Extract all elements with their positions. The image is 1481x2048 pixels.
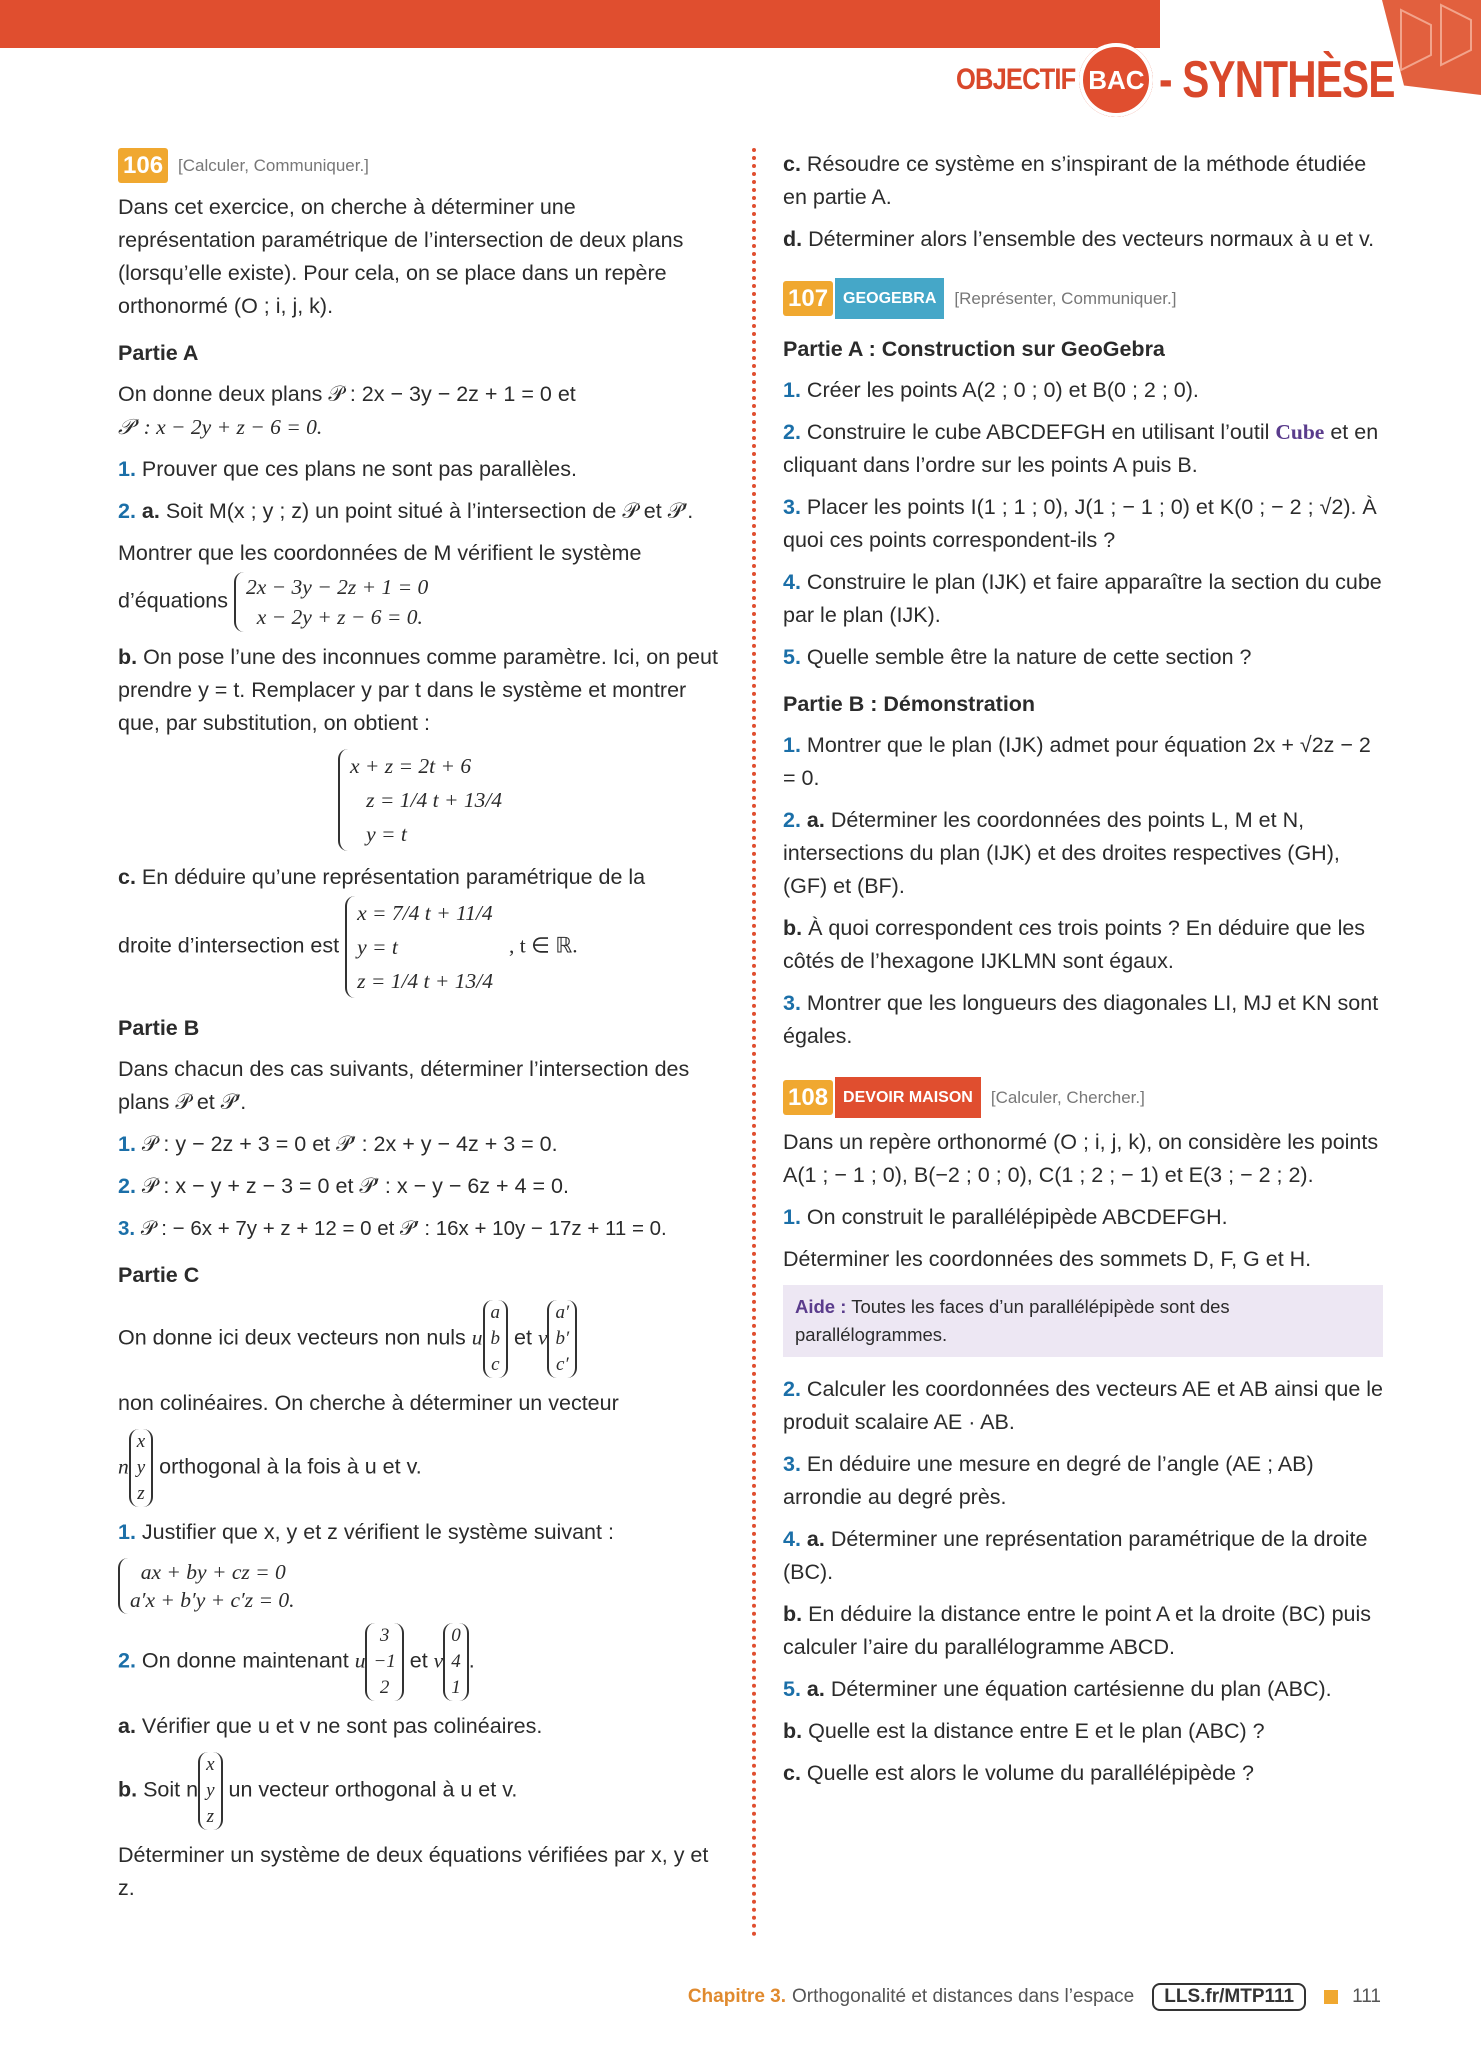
geogebra-tag: GEOGEBRA bbox=[835, 278, 944, 319]
ex107-b2b: b. À quoi correspondent ces trois points ? En déduire que les côtés de l’hexagone IJKLMN sont égaux. bbox=[783, 916, 1366, 973]
footer-square-icon bbox=[1324, 1990, 1338, 2004]
ex106-c2b-final: Déterminer un système de deux équations vérifiées par x, y et z. bbox=[118, 1843, 709, 1900]
header-objectif: OBJECTIF bbox=[956, 63, 1076, 96]
ex106-c2: 2. On donne maintenant u3 −1 2 et v0 4 1. bbox=[118, 1623, 718, 1701]
exercise-skills: [Calculer, Chercher.] bbox=[990, 1088, 1145, 1107]
ex106-system-3: droite d’intersection est x = 7/4 t + 11/4 y = t z = 1/4 t + 13/4 , t ∈ ℝ. bbox=[118, 896, 718, 998]
footer-chapter: Chapitre 3. bbox=[687, 1986, 787, 2007]
ex107-q2: 2. Construire le cube ABCDEFGH en utilisant l’outil Cube et en cliquant dans l’ordre sur les points A puis B. bbox=[783, 420, 1379, 477]
section-header bbox=[935, 45, 1461, 115]
ex106-planes: On donne deux plans 𝒫 : 2x − 3y − 2z + 1 = 0 et 𝒫′ : x − 2y + z − 6 = 0. bbox=[118, 382, 576, 439]
ex108-q1: 1. On construit le parallélépipède ABCDEFGH. bbox=[783, 1205, 1228, 1229]
ex106-partC-title: Partie C bbox=[118, 1263, 200, 1287]
exercise-number: 107 bbox=[783, 281, 833, 316]
exercise-number: 108 bbox=[783, 1080, 833, 1115]
ex106-b3: 3. 𝒫 : − 6x + 7y + z + 12 = 0 et 𝒫′ : 16x + 10y − 17z + 11 = 0. bbox=[118, 1217, 667, 1240]
exercise-106-header bbox=[118, 148, 718, 183]
ex106-q2c: c. En déduire qu’une représentation paramétrique de la bbox=[118, 865, 646, 889]
ex106-q1: 1. Prouver que ces plans ne sont pas parallèles. bbox=[118, 457, 577, 481]
ex106-system-2: x + z = 2t + 6 z = 1/4 t + 13/4 y = t bbox=[338, 749, 718, 851]
top-banner bbox=[0, 0, 1160, 48]
exercise-108-header bbox=[783, 1077, 1383, 1118]
ex106-c1: 1. Justifier que x, y et z vérifient le système suivant : bbox=[118, 1520, 614, 1544]
exercise-107-header bbox=[783, 278, 1383, 319]
footer-title: Orthogonalité et distances dans l’espace bbox=[792, 1986, 1135, 2007]
ex108-q5b: b. Quelle est la distance entre E et le plan (ABC) ? bbox=[783, 1719, 1265, 1743]
ex106-c2b: b. Soit nx y z un vecteur orthogonal à u et v. bbox=[118, 1752, 718, 1830]
ex106-q2a: 2. a. Soit M(x ; y ; z) un point situé à l’intersection de 𝒫 et 𝒫′. bbox=[118, 499, 694, 523]
left-column bbox=[118, 148, 718, 1914]
footer-link[interactable]: LLS.fr/MTP111 bbox=[1152, 1983, 1306, 2011]
exercise-number: 106 bbox=[118, 148, 168, 183]
ex106-system-1: d’équations 2x − 3y − 2z + 1 = 0 x − 2y + z − 6 = 0. bbox=[118, 572, 718, 632]
ex106-q2a-show: Montrer que les coordonnées de M vérifient le système bbox=[118, 541, 642, 565]
ex106-d-right: d. Déterminer alors l’ensemble des vecteurs normaux à u et v. bbox=[783, 227, 1375, 251]
devoir-maison-tag: DEVOIR MAISON bbox=[835, 1077, 981, 1118]
ex107-q1: 1. Créer les points A(2 ; 0 ; 0) et B(0 ; 2 ; 0). bbox=[783, 378, 1199, 402]
header-synthese: - SYNTHÈSE bbox=[1159, 51, 1395, 109]
cube-tool-name: Cube bbox=[1275, 420, 1325, 444]
ex106-partA-title: Partie A bbox=[118, 341, 199, 365]
aide-box: Aide : Toutes les faces d’un parallélépipède sont des parallélogrammes. bbox=[783, 1285, 1383, 1357]
ex108-q4b: b. En déduire la distance entre le point A et la droite (BC) puis calculer l’aire du parallélogramme ABCD. bbox=[783, 1602, 1372, 1659]
ex107-q5: 5. Quelle semble être la nature de cette section ? bbox=[783, 645, 1252, 669]
ex108-q1b: Déterminer les coordonnées des sommets D, F, G et H. bbox=[783, 1247, 1312, 1271]
ex106-intro: Dans cet exercice, on cherche à déterminer une représentation paramétrique de l’intersection de deux plans (lorsqu’elle existe). Pour cela, on se place dans un repère orthonormé (O ; i, j, k). bbox=[118, 195, 684, 318]
ex106-c2a: a. Vérifier que u et v ne sont pas colinéaires. bbox=[118, 1714, 543, 1738]
ex107-partB-title: Partie B : Démonstration bbox=[783, 692, 1036, 716]
ex108-intro: Dans un repère orthonormé (O ; i, j, k), on considère les points A(1 ; − 1 ; 0), B(−2 ; 0 ; 0), C(1 ; 2 ; − 1) et E(3 ; − 2 ; 2). bbox=[783, 1130, 1379, 1187]
ex107-b2a: 2. a. Déterminer les coordonnées des points L, M et N, intersections du plan (IJK) et des droites respectives (GH), (GF) et (BF). bbox=[783, 808, 1340, 898]
ex106-b2: 2. 𝒫 : x − y + z − 3 = 0 et 𝒫′ : x − y − 6z + 4 = 0. bbox=[118, 1174, 569, 1198]
ex106-partC-intro3: nx y z orthogonal à la fois à u et v. bbox=[118, 1429, 718, 1507]
right-column bbox=[783, 148, 1383, 1799]
ex107-b3: 3. Montrer que les longueurs des diagonales LI, MJ et KN sont égales. bbox=[783, 991, 1379, 1048]
column-separator bbox=[752, 148, 756, 1938]
page-number: 111 bbox=[1352, 1986, 1381, 2007]
ex108-q5c: c. Quelle est alors le volume du parallélépipède ? bbox=[783, 1761, 1254, 1785]
exercise-skills: [Représenter, Communiquer.] bbox=[954, 289, 1177, 308]
ex106-partC-intro2: non colinéaires. On cherche à déterminer un vecteur bbox=[118, 1391, 619, 1415]
ex106-partC-intro: On donne ici deux vecteurs non nuls ua b c et va′ b′ c′ bbox=[118, 1300, 718, 1378]
ex106-c-right: c. Résoudre ce système en s’inspirant de la méthode étudiée en partie A. bbox=[783, 152, 1367, 209]
ex107-partA-title: Partie A : Construction sur GeoGebra bbox=[783, 337, 1165, 361]
ex107-b1: 1. Montrer que le plan (IJK) admet pour équation 2x + √2z − 2 = 0. bbox=[783, 733, 1371, 790]
ex108-q2: 2. Calculer les coordonnées des vecteurs AE et AB ainsi que le produit scalaire AE · AB. bbox=[783, 1377, 1383, 1434]
ex108-q4a: 4. a. Déterminer une représentation paramétrique de la droite (BC). bbox=[783, 1527, 1368, 1584]
ex108-q5a: 5. a. Déterminer une équation cartésienne du plan (ABC). bbox=[783, 1677, 1332, 1701]
bac-badge: BAC bbox=[1079, 43, 1153, 117]
ex107-q3: 3. Placer les points I(1 ; 1 ; 0), J(1 ; − 1 ; 0) et K(0 ; − 2 ; √2). À quoi ces points correspondent-ils ? bbox=[783, 495, 1377, 552]
exercise-skills: [Calculer, Communiquer.] bbox=[178, 156, 369, 175]
ex106-partB-title: Partie B bbox=[118, 1016, 200, 1040]
ex106-q2b: b. On pose l’une des inconnues comme paramètre. Ici, on peut prendre y = t. Remplacer y par t dans le système et montrer que, par substitution, on obtient : bbox=[118, 645, 718, 735]
ex108-q3: 3. En déduire une mesure en degré de l’angle (AE ; AB) arrondie au degré près. bbox=[783, 1452, 1314, 1509]
ex107-q4: 4. Construire le plan (IJK) et faire apparaître la section du cube par le plan (IJK). bbox=[783, 570, 1382, 627]
page-footer bbox=[688, 1983, 1381, 2011]
ex106-partB-intro: Dans chacun des cas suivants, déterminer l’intersection des plans 𝒫 et 𝒫′. bbox=[118, 1057, 690, 1114]
ex106-system-4: ax + by + cz = 0 a′x + b′y + c′z = 0. bbox=[118, 1558, 718, 1614]
ex106-b1: 1. 𝒫 : y − 2z + 3 = 0 et 𝒫′ : 2x + y − 4z + 3 = 0. bbox=[118, 1132, 558, 1156]
